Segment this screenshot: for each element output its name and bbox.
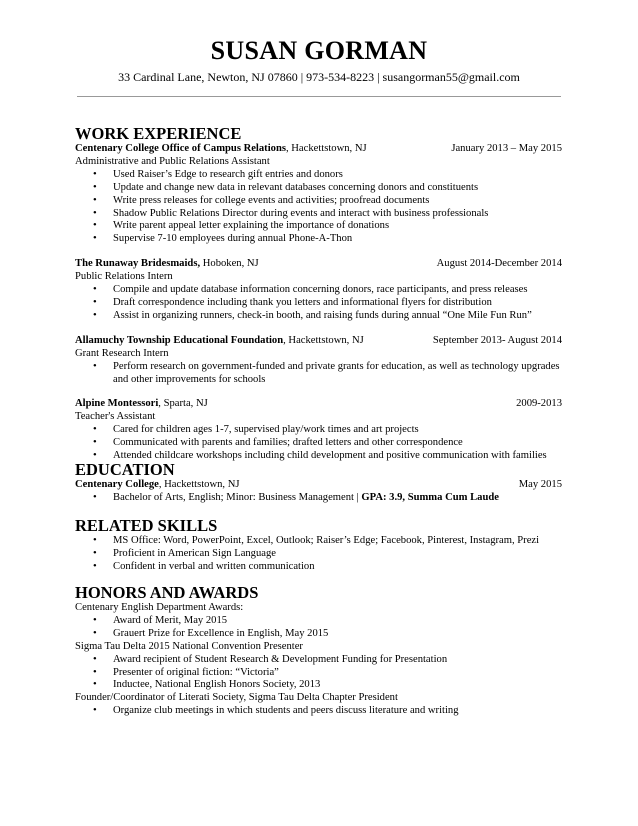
skills-list <box>75 535 562 574</box>
job-organization: Centenary College Office of Campus Relations <box>75 143 286 154</box>
list-item: • Update and change new data in relevant databases concerning donors and constituents <box>93 181 479 193</box>
job-location: , Sparta, NJ <box>158 398 208 410</box>
list-item: • Confident in verbal and written communication <box>93 560 315 572</box>
job-duties <box>75 361 562 387</box>
honors-list <box>75 705 562 718</box>
section-heading-work: WORK EXPERIENCE <box>75 124 242 143</box>
list-item: • Assist in organizing runners, check-in booth, and raising funds during annual “One Mile Fun Run” <box>93 309 532 321</box>
list-item: • Write press releases for college events and activities; proofread documents <box>93 194 430 206</box>
list-item: • Inductee, National English Honors Society, 2013 <box>93 679 321 691</box>
honors-group-title: Centenary English Department Awards: <box>75 602 244 613</box>
gpa-honors: GPA: 3.9, Summa Cum Laude <box>361 491 499 503</box>
list-item: • Write parent appeal letter explaining the importance of donations <box>93 220 390 232</box>
honors-section <box>75 584 562 718</box>
list-item: • Proficient in American Sign Language <box>93 547 276 559</box>
list-item: • Compile and update database information concerning donors, race participants, and press releases <box>93 284 528 296</box>
graduation-date: May 2015 <box>518 479 562 490</box>
skills-section <box>75 517 562 574</box>
job-organization: Allamuchy Township Educational Foundation <box>75 334 284 346</box>
job-role: Public Relations Intern <box>75 271 173 283</box>
job-location: , Hackettstown, NJ <box>283 334 364 346</box>
list-item: • Perform research on government-funded and private grants for education, as well as technology upgrades and other improvements for schools <box>93 360 560 385</box>
list-item: • Organize club meetings in which students and peers discuss literature and writing <box>93 705 459 717</box>
job-entry <box>75 335 562 387</box>
honors-list <box>75 615 562 641</box>
section-heading-honors: HONORS AND AWARDS <box>75 583 259 602</box>
job-duties <box>75 169 562 246</box>
list-item: • Shadow Public Relations Director during events and interact with business professionals <box>93 207 489 219</box>
school-name: Centenary College <box>75 479 159 490</box>
list-item: • Bachelor of Arts, English; Minor: Business Management | GPA: 3.9, Summa Cum Laude <box>93 491 499 503</box>
list-item: • Attended childcare workshops including child development and positive communication with families <box>93 450 547 462</box>
job-organization: Alpine Montessori <box>75 398 159 410</box>
list-item: • Draft correspondence including thank you letters and informational flyers for distribution <box>93 296 492 308</box>
list-item: • Supervise 7-10 employees during annual Phone-A-Thon <box>93 233 353 245</box>
education-section <box>75 461 562 505</box>
job-role: Teacher's Assistant <box>75 411 156 423</box>
job-location: , Hackettstown, NJ <box>285 143 367 154</box>
list-item: • Cared for children ages 1-7, supervised play/work times and art projects <box>93 424 419 436</box>
honors-group-title: Founder/Coordinator of Literati Society, Sigma Tau Delta Chapter President <box>75 692 398 704</box>
job-role: Grant Research Intern <box>75 347 169 359</box>
list-item: • Presenter of original fiction: “Victoria” <box>93 666 279 678</box>
list-item: • Award of Merit, May 2015 <box>93 614 228 626</box>
degree-list <box>75 492 562 505</box>
list-item: • Award recipient of Student Research & Development Funding for Presentation <box>93 653 448 665</box>
list-item: • MS Office: Word, PowerPoint, Excel, Outlook; Raiser’s Edge; Facebook, Pinterest, Instagram, Prezi <box>93 535 540 546</box>
honors-group-title: Sigma Tau Delta 2015 National Convention Presenter <box>75 640 303 652</box>
job-location: Hoboken, NJ <box>200 258 259 270</box>
list-item: • Used Raiser’s Edge to research gift entries and donors <box>93 168 343 180</box>
section-heading-education: EDUCATION <box>75 460 175 479</box>
header-divider <box>77 96 561 97</box>
job-dates: September 2013- August 2014 <box>432 334 562 346</box>
job-dates: August 2014-December 2014 <box>436 258 562 270</box>
degree-text: Bachelor of Arts, English; Minor: Business Management | <box>113 491 362 503</box>
job-entry <box>75 398 562 463</box>
honors-list <box>75 654 562 693</box>
job-duties <box>75 284 562 323</box>
job-dates: 2009-2013 <box>516 398 562 410</box>
candidate-name: SUSAN GORMAN <box>210 36 428 65</box>
section-heading-skills: RELATED SKILLS <box>75 516 218 535</box>
job-role: Administrative and Public Relations Assistant <box>75 155 270 167</box>
job-entry <box>75 258 562 323</box>
job-entry <box>75 143 562 246</box>
school-location: , Hackettstown, NJ <box>158 479 240 490</box>
list-item: • Communicated with parents and families; drafted letters and other correspondence <box>93 437 463 449</box>
job-organization: The Runaway Bridesmaids, <box>75 258 201 270</box>
contact-line: 33 Cardinal Lane, Newton, NJ 07860 | 973-534-8223 | susangorman55@gmail.com <box>118 70 520 84</box>
work-experience-section <box>75 125 562 463</box>
list-item: • Grauert Prize for Excellence in English, May 2015 <box>93 627 329 639</box>
job-dates: January 2013 – May 2015 <box>451 143 562 154</box>
job-duties <box>75 424 562 463</box>
